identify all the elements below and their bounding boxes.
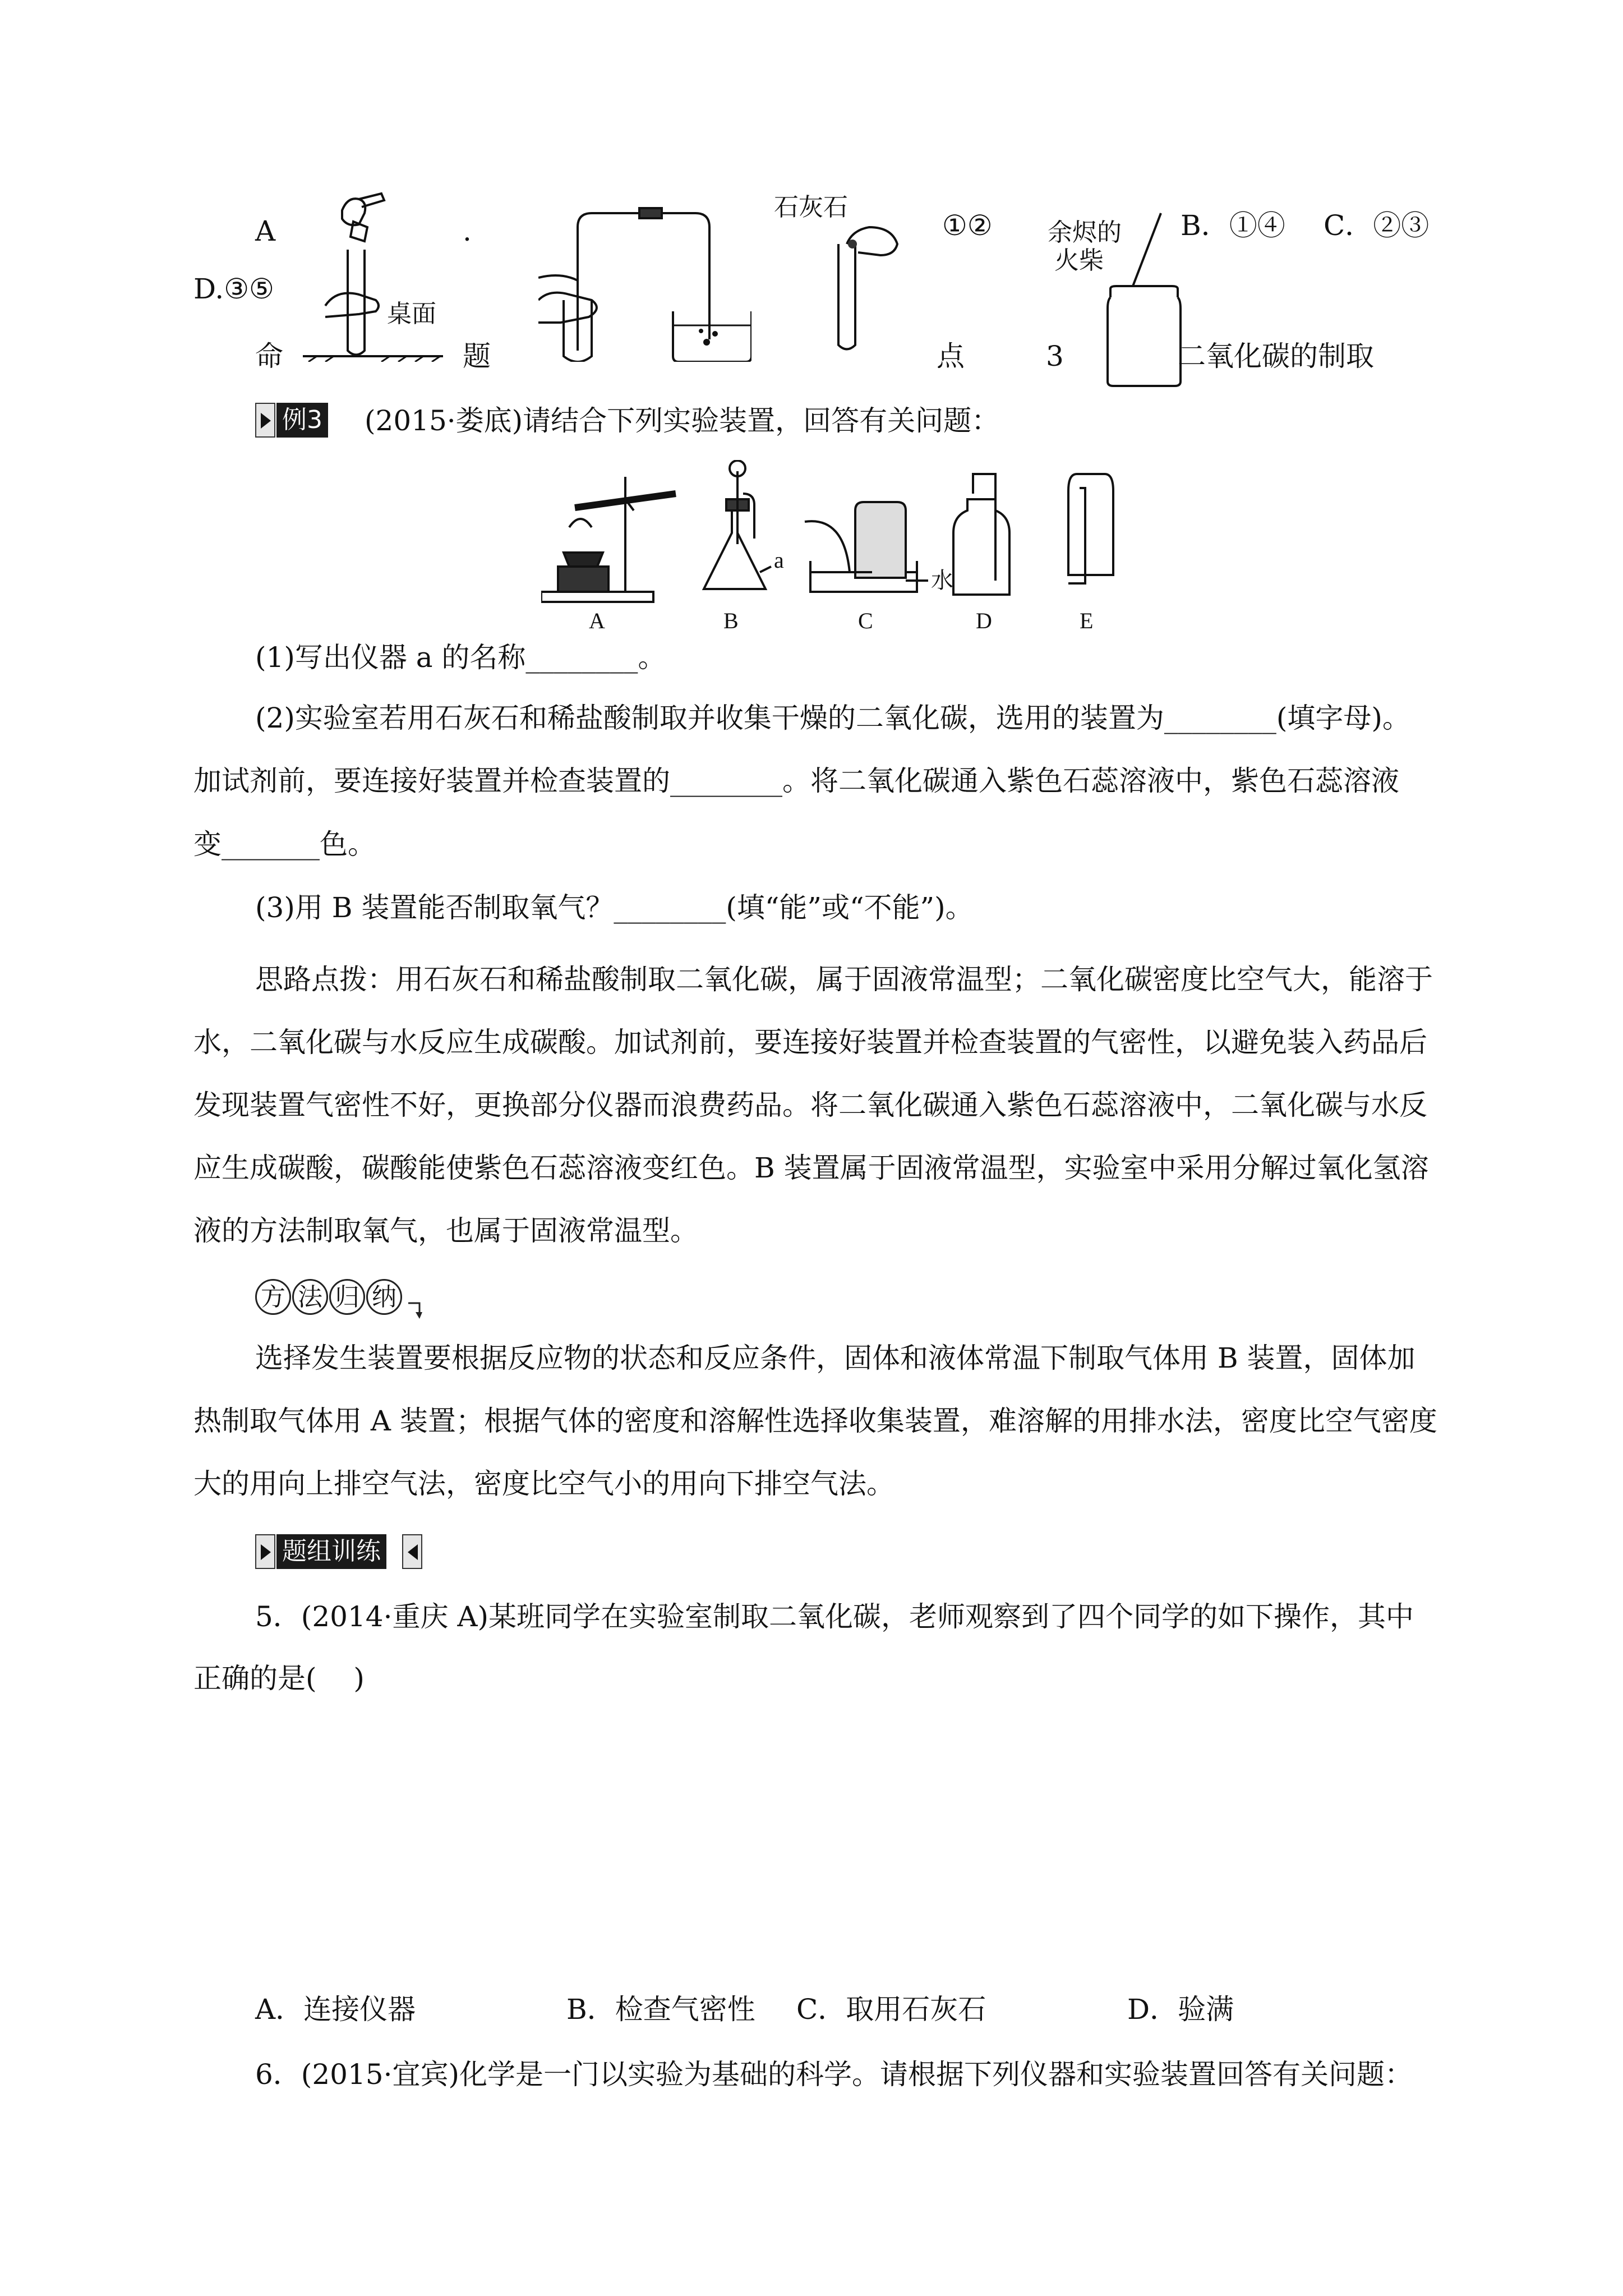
- question-5-line-1: 5．(2014·重庆 A)某班同学在实验室制取二氧化碳，老师观察到了四个同学的如下操作，其中: [255, 1600, 1414, 1633]
- apparatus-label-c: C: [858, 608, 873, 633]
- example-tag-label: 例3: [276, 403, 328, 438]
- method-arrow-icon: [406, 1286, 423, 1320]
- question-5-line-2: 正确的是( ): [193, 1662, 365, 1695]
- question-6: 6．(2015·宜宾)化学是一门以实验为基础的科学。请根据下列仪器和实验装置回答有关问题：: [255, 2058, 1413, 2091]
- apparatus-label-b: B: [723, 608, 739, 633]
- option-c: C．②③: [1324, 209, 1430, 242]
- apparatus-label-a: A: [589, 608, 605, 633]
- hint-paragraph: 思路点拨：用石灰石和稀盐酸制取二氧化碳，属于固液常温型；二氧化碳密度比空气大，能溶于水，二氧化碳与水反应生成碳酸。加试剂前，要连接好装置并检查装置的气密性，以避免装入药品后发现装置气密性不好，更换部分仪器而浪费药品。将二氧化碳通入紫色石蕊溶液中，二氧化碳与水反应生成碳酸，碳酸能使紫色石蕊溶液变红色。B 装置属于固液常温型，实验室中采用分解过氧化氢溶液的方法制取氧气，也属于固液常温型。: [193, 963, 1433, 1247]
- option-d: D.③⑤: [193, 273, 274, 305]
- figure-apparatus-a-e: [541, 460, 1164, 634]
- heading-char-dian: 点: [937, 340, 965, 372]
- example-intro: (2015·娄底)请结合下列实验装置，回答有关问题：: [365, 404, 1000, 437]
- question-2-line-3: 变_______色。: [193, 828, 376, 861]
- question-1: (1)写出仪器 a 的名称________。: [255, 641, 666, 674]
- figure-take-limestone: [824, 222, 914, 351]
- heading-char-ti: 题: [463, 340, 491, 372]
- question-3: (3)用 B 装置能否制取氧气？________(填“能”或“不能”)。: [255, 891, 974, 924]
- circled-12: ①②: [942, 209, 993, 242]
- question-2-line-2: 加试剂前，要连接好装置并检查装置的________。将二氧化碳通入紫色石蕊溶液中，紫色石蕊溶液: [193, 765, 1399, 797]
- q5-option-b: B．检查气密性: [566, 1993, 755, 2026]
- heading-title: 二氧化碳的制取: [1178, 340, 1374, 372]
- method-summary-badge: [255, 1279, 423, 1318]
- method-char-2: 法: [292, 1279, 328, 1315]
- apparatus-label-e: E: [1080, 608, 1094, 633]
- label-desk: 桌面: [387, 300, 436, 328]
- label-match: 火柴: [1054, 246, 1104, 275]
- training-tag-label: 题组训练: [276, 1534, 386, 1569]
- option-b: B．①④: [1181, 209, 1285, 242]
- method-char-3: 归: [329, 1279, 365, 1315]
- q5-option-a: A．连接仪器: [255, 1993, 416, 2026]
- heading-char-ming: 命: [255, 340, 283, 372]
- label-ember: 余烬的: [1048, 218, 1122, 247]
- apparatus-label-d: D: [976, 608, 992, 633]
- option-a-label: A: [255, 215, 276, 247]
- label-instrument-a: a: [774, 547, 784, 573]
- question-2-line-1: (2)实验室若用石灰石和稀盐酸制取并收集干燥的二氧化碳，选用的装置为________(填字母)。: [255, 702, 1410, 734]
- method-paragraph: 选择发生装置要根据反应物的状态和反应条件，固体和液体常温下制取气体用 B 装置，固体加热制取气体用 A 装置；根据气体的密度和溶解性选择收集装置，难溶解的用排水法，密度比空气密度大的用向上排空气法，密度比空气小的用向下排空气法。: [193, 1342, 1437, 1500]
- label-limestone: 石灰石: [774, 193, 848, 222]
- method-char-1: 方: [255, 1279, 291, 1315]
- figure-air-tightness-check: [538, 194, 751, 362]
- method-char-4: 纳: [366, 1279, 402, 1315]
- label-water: 水: [931, 568, 953, 593]
- q5-option-c: C．取用石灰石: [796, 1993, 986, 2026]
- q5-option-d: D．验满: [1127, 1993, 1234, 2026]
- separator-dot: .: [463, 215, 472, 247]
- heading-number: 3: [1046, 340, 1064, 372]
- figure-connect-instrument: [303, 188, 449, 362]
